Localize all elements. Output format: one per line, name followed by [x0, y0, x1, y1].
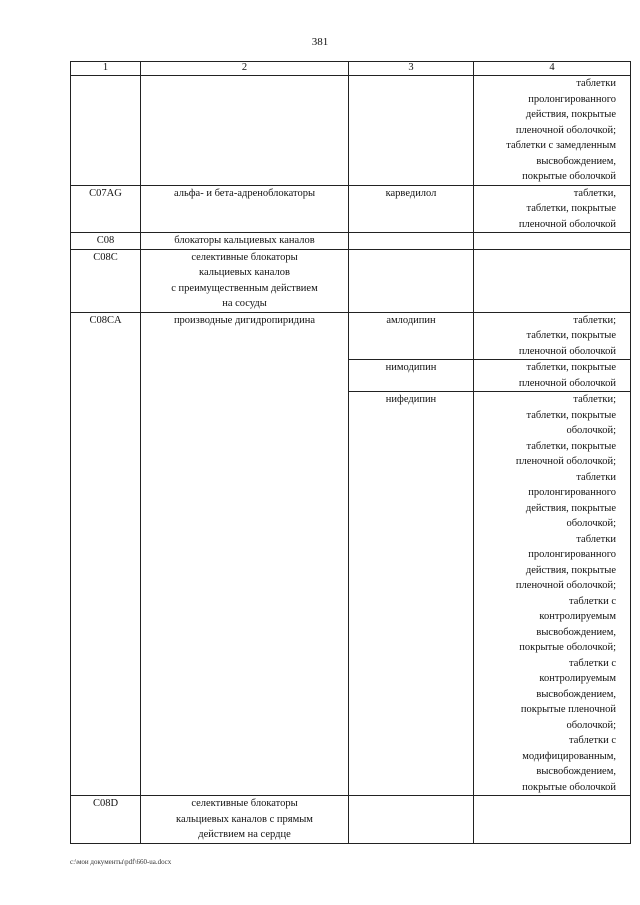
text-line: покрытые оболочкой; — [519, 642, 616, 653]
column-header: 4 — [474, 62, 631, 76]
table-header-row — [71, 62, 631, 76]
table-row — [71, 796, 631, 844]
footer-path: c:\мои документы\pdf\660-ua.docx — [70, 858, 172, 866]
text-line: таблетки, покрытые — [526, 330, 616, 341]
text-line: таблетки, — [573, 187, 616, 199]
table-row — [71, 76, 631, 186]
text-line: пленочной оболочкой; — [515, 580, 616, 591]
dosage-form-cell — [474, 392, 631, 796]
drug-table — [70, 61, 631, 844]
atc-code-cell: C08 — [71, 233, 141, 250]
text-line: селективные блокаторы — [191, 251, 298, 263]
atc-code-cell — [71, 76, 141, 186]
text-line: пленочной оболочкой — [518, 218, 616, 230]
text-line: действия, покрытые — [525, 109, 616, 120]
text-line: таблетки; — [573, 314, 616, 326]
text-line: оболочкой; — [566, 518, 616, 529]
column-header: 2 — [141, 62, 349, 76]
text-line: пленочной оболочкой — [518, 345, 616, 357]
text-line: пролонгированного — [528, 93, 616, 105]
dosage-form-cell — [474, 312, 631, 360]
text-line: таблетки; — [573, 394, 616, 405]
table-body — [71, 76, 631, 844]
drug-name-cell: нифедипин — [349, 392, 474, 796]
dosage-form-cell — [474, 233, 631, 250]
text-line: производные дигидропиридина — [173, 314, 316, 326]
text-line: таблетки — [576, 78, 616, 89]
atc-code-cell: C08C — [71, 249, 141, 312]
text-line: действием на сердце — [198, 829, 291, 840]
atc-code-cell: C08CA — [71, 312, 141, 796]
table-row — [71, 233, 631, 250]
text-line: таблетки, покрытые — [526, 362, 616, 373]
drug-name-cell — [349, 796, 474, 844]
text-line: таблетки с — [569, 735, 616, 746]
dosage-form-cell — [474, 249, 631, 312]
text-line: блокаторы кальциевых каналов — [174, 235, 315, 246]
group-name-cell — [141, 76, 349, 186]
page-number: 381 — [311, 36, 329, 48]
text-line: пленочной оболочкой; — [515, 456, 616, 467]
text-line: пленочной оболочкой; — [515, 124, 616, 136]
text-line: таблетки, покрытые — [526, 203, 616, 214]
text-line: с преимущественным действием — [171, 282, 318, 294]
table-row — [71, 312, 631, 360]
text-line: таблетки с замедленным — [506, 140, 616, 151]
text-line: оболочкой; — [566, 719, 616, 731]
text-line: альфа- и бета-адреноблокаторы — [173, 187, 316, 199]
drug-name-cell — [349, 249, 474, 312]
group-name-cell — [141, 233, 349, 250]
drug-name-cell: нимодипин — [349, 360, 474, 392]
text-line: пленочной оболочкой — [518, 377, 616, 389]
text-line: оболочкой; — [566, 425, 616, 436]
group-name-cell — [141, 185, 349, 233]
text-line: кальциевых каналов с прямым — [176, 813, 313, 825]
table-row — [71, 249, 631, 312]
text-line: на сосуды — [222, 298, 267, 309]
text-line: кальциевых каналов — [199, 267, 290, 278]
text-line: покрытые оболочкой — [522, 171, 616, 182]
column-header: 1 — [71, 62, 141, 76]
dosage-form-cell — [474, 185, 631, 233]
dosage-form-cell — [474, 360, 631, 392]
group-name-cell — [141, 796, 349, 844]
text-line: высвобождением, — [536, 766, 616, 777]
text-line: таблетки — [576, 533, 616, 545]
text-line: пролонгированного — [528, 487, 616, 498]
text-line: действия, покрытые — [525, 502, 616, 514]
group-name-cell — [141, 312, 349, 796]
text-line: высвобождением, — [536, 626, 616, 638]
drug-name-cell — [349, 76, 474, 186]
dosage-form-cell — [474, 76, 631, 186]
table-row — [71, 185, 631, 233]
text-line: таблетки, покрытые — [526, 409, 616, 421]
text-line: модифицированным, — [522, 750, 616, 762]
atc-code-cell: C07AG — [71, 185, 141, 233]
text-line: контролируемым — [539, 673, 616, 684]
text-line: таблетки с — [569, 595, 616, 607]
column-header: 3 — [349, 62, 474, 76]
drug-name-cell — [349, 233, 474, 250]
text-line: таблетки с — [569, 657, 616, 669]
drug-name-cell: карведилол — [349, 185, 474, 233]
text-line: пролонгированного — [528, 549, 616, 560]
text-line: селективные блокаторы — [191, 798, 298, 809]
drug-name-cell: амлодипин — [349, 312, 474, 360]
text-line: таблетки, покрытые — [526, 440, 616, 452]
text-line: действия, покрытые — [525, 564, 616, 576]
text-line: высвобождением, — [536, 688, 616, 700]
text-line: покрытые оболочкой — [522, 781, 616, 793]
group-name-cell — [141, 249, 349, 312]
text-line: покрытые пленочной — [520, 704, 616, 715]
text-line: контролируемым — [539, 611, 616, 622]
dosage-form-cell — [474, 796, 631, 844]
text-line: таблетки — [576, 471, 616, 483]
text-line: высвобождением, — [536, 155, 616, 167]
atc-code-cell: C08D — [71, 796, 141, 844]
